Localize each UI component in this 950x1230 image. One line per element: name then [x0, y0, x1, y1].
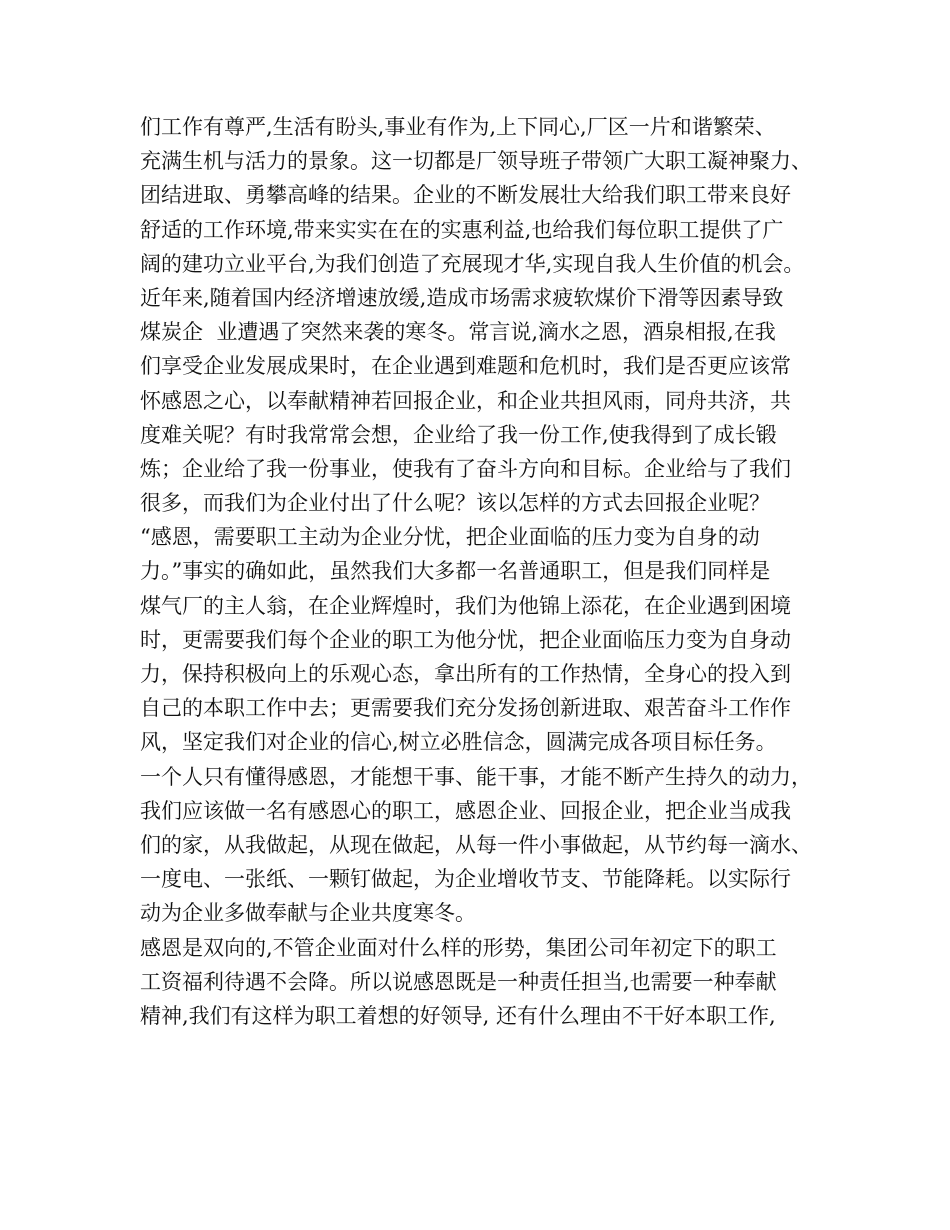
text-line: 力，保持积极向上的乐观心态，拿出所有的工作热情，全身心的投入到 [140, 662, 791, 686]
text-line: “感恩，需要职工主动为企业分忧，把企业面临的压力变为自身的动 [140, 525, 760, 550]
text-line: 很多，而我们为企业付出了什么呢？该以怎样的方式去回报企业呢？ [140, 491, 770, 516]
text-line: 团结进取、勇攀高峰的结果。企业的不断发展壮大给我们职工带来良好 [140, 183, 791, 208]
text-line: 怀感恩之心，以奉献精神若回报企业，和企业共担风雨，同舟共济，共 [140, 388, 791, 413]
text-line: 力。”事实的确如此，虽然我们大多都一名普通职工，但是我们同样是 [140, 559, 771, 584]
text-line: 煤气厂的主人翁，在企业辉煌时，我们为他锦上添花，在企业遇到困境 [140, 593, 791, 618]
text-line: 们工作有尊严,生活有盼头,事业有作为,上下同心,厂区一片和谐繁荣、 [140, 115, 776, 139]
text-line: 炼；企业给了我一份事业，使我有了奋斗方向和目标。企业给与了我们 [140, 456, 791, 481]
text-line: 阔的建功立业平台,为我们创造了充展现才华,实现自我人生价值的机会。 [140, 251, 805, 276]
text-line: 舒适的工作环境,带来实实在在的实惠利益,也给我们每位职工提供了广 [140, 217, 784, 242]
text-line: 精神,我们有这样为职工着想的好领导, 还有什么理由不干好本职工作, [140, 1003, 776, 1028]
text-line: 时，更需要我们每个企业的职工为他分忧，把企业面临压力变为自身动 [140, 627, 791, 652]
text-line: 我们应该做一名有感恩心的职工，感恩企业、回报企业，把企业当成我 [140, 798, 791, 823]
text-line: 度难关呢？有时我常常会想，企业给了我一份工作,使我得到了成长锻 [140, 422, 777, 447]
text-line: 一度电、一张纸、一颗钉做起，为企业增收节支、节能降耗。以实际行 [140, 867, 791, 892]
text-line: 工资福利待遇不会降。所以说感恩既是一种责任担当,也需要一种奉献 [140, 969, 777, 994]
text-line: 自己的本职工作中去；更需要我们充分发扬创新进取、艰苦奋斗工作作 [140, 696, 791, 721]
text-line: 动为企业多做奉献与企业共度寒冬。 [140, 901, 476, 926]
text-line: 们享受企业发展成果时，在企业遇到难题和危机时，我们是否更应该常 [140, 354, 791, 379]
text-line: 近年来,随着国内经济增速放缓,造成市场需求疲软煤价下滑等因素导致 [140, 285, 784, 310]
text-line: 煤炭企 业遭遇了突然来袭的寒冬。常言说,滴水之恩，酒泉相报,在我 [140, 320, 776, 345]
text-line: 一个人只有懂得感恩，才能想干事、能干事，才能不断产生持久的动力， [140, 764, 812, 789]
text-line: 充满生机与活力的景象。这一切都是厂领导班子带领广大职工凝神聚力、 [140, 149, 812, 174]
text-line: 风，坚定我们对企业的信心,树立必胜信念，圆满完成各项目标任务。 [140, 730, 777, 755]
document-body-text [140, 110, 830, 1033]
text-line: 们的家，从我做起，从现在做起，从每一件小事做起，从节约每一滴水、 [140, 832, 812, 857]
text-line: 感恩是双向的,不管企业面对什么样的形势，集团公司年初定下的职工 [140, 935, 777, 960]
